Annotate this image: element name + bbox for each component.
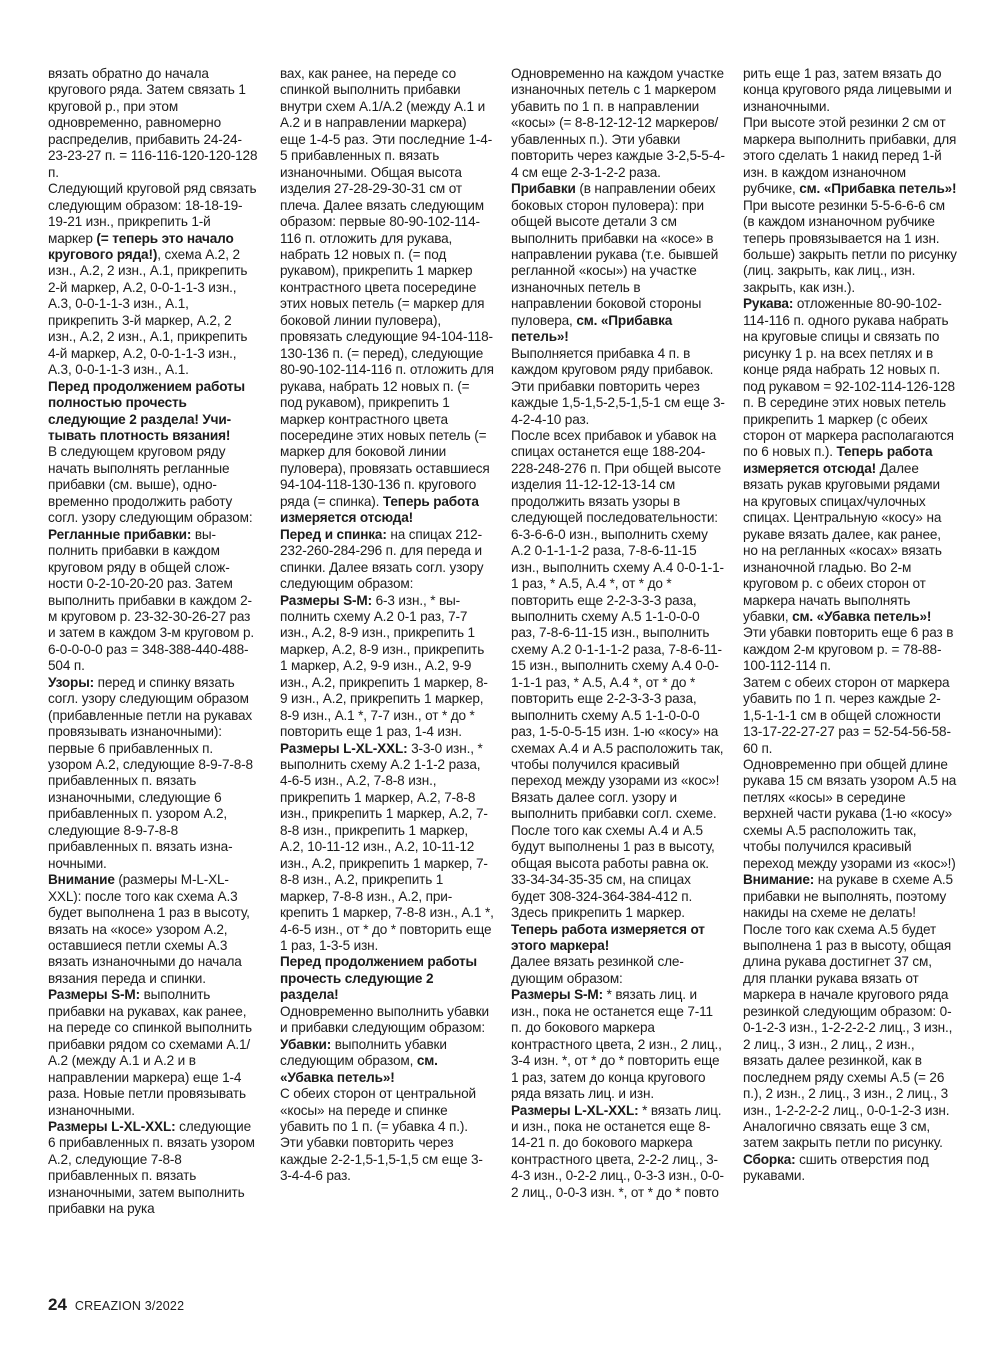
body-text: рить еще 1 раз, затем вязать до конца кругового ряда лицевыми и изнаночными. xyxy=(743,66,956,114)
body-text: Одновременно на каждом участке изнаночных петель с 1 маркером убавить по 1 п. в направлении «косы» (= 8-8-12-12-12 маркеров/убавленных п.). Эти убавки повторить через каждые 3-2,5-5-4-4 см еще 2-3-1-2-2 раза. xyxy=(511,66,728,180)
body-text: Одновременно выполнить убавки и прибавки следующим образом: xyxy=(280,1003,493,1036)
bold-text: Теперь работа измеряется от этого маркера! xyxy=(511,921,705,954)
body-text: Далее вязать рукав круговыми рядами на круговых спицах/чулочных спицах. Центральную «косу» на рукаве вязать далее, как ранее, но на регланных «косах» вязать изнаночной гладью. Во 2-м круговом р. с обеих сторон от маркера начать выполнять убавки, xyxy=(743,460,946,624)
paragraph xyxy=(511,954,725,987)
page-footer xyxy=(48,1295,184,1315)
body-text: При высоте этой резинки 2 см от маркера выполнить прибавки, для этого сделать 1 накид перед 1-й изн. в каждом изнаночном рубчике, xyxy=(743,115,960,197)
body-text: С обеих сторон от центральной «косы» на переде и спинке убавить по 1 п. (= убавка 4 п.). Эти убавки повторить через каждые 2-2-1,5-1,5-1,5 см еще 3-3-4-4-6 раз. xyxy=(280,1086,483,1184)
bold-text: Теперь работа измеряется отсюда! xyxy=(280,493,479,526)
bold-text: Прибавки xyxy=(511,181,576,197)
body-text: * вязать лиц. и изн., пока не останется еще 7-11 п. до бокового маркера контрастного цвета, 2 изн., 2 лиц., 3-4 изн. *, от * до * повторить еще 1 раз, затем до конца кругового ряда вязать лиц. и изн. xyxy=(511,987,726,1102)
paragraph xyxy=(511,66,728,181)
paragraph xyxy=(280,954,494,1003)
body-text: 3-3-0 изн., * выполнить схему А.2 1-1-2 раза, 4-6-5 изн., А.2, 7-8-8 изн., прикрепить 1 маркер, А.2, 7-8-8 изн., прикрепить 1 маркер, А.2, 7-8-8 изн., прикрепить 1 маркер, А.2, 10-11-12 изн., А.2, 10-11-12 изн., А.2, прикрепить 1 маркер, 7-8-8 изн., А.2, прикрепить 1 маркер, 7-8-8 изн., А.2, прикрепить 1 маркер, 7-8-8 изн., А.1 *, 4-6-5 изн., от * до * повторить еще 1 раз, 1-3-5 изн. xyxy=(280,740,498,954)
paragraph xyxy=(48,675,258,872)
bold-text: (= теперь это начало кругового ряда!) xyxy=(48,230,234,262)
body-text: Затем с обеих сторон от маркера убавить по 1 п. через каждые 2-1,5-1-1-1 см в общей сложности 13-17-22-27-27 раз = 52-54-56-58-60 п. xyxy=(743,674,954,756)
paragraph xyxy=(48,181,261,378)
paragraph xyxy=(743,296,957,625)
body-text: Одновременно при общей длине рукава 15 см вязать узором А.5 на петлях «косы» в середине верхней части рукава (1-ю «косу» схемы А.5 расположить так, чтобы получился красивый переход между узорами из «кос»!) xyxy=(743,757,960,871)
body-text: выполнить прибавки на рукавах, как ранее, на переде со спинкой выполнить прибавки рядом со схемами А.1/А.2 (между А.1 и А.2 и в направлении маркера) еще 1-4 раза. Новые петли провязывать изнаночными. xyxy=(48,987,256,1118)
body-text: сшить отверстия под рукавами. xyxy=(743,1151,933,1184)
body-text: (в направлении обеих боковых сторон пуловера): при общей высоте детали 3 см выполнить прибавки на «косе» в направлении рукава (т.е. бывшей регланной «косы») на участке изнаночных петель в направлении боковой стороны пуловера, xyxy=(511,181,722,328)
paragraph xyxy=(48,1119,258,1218)
paragraph xyxy=(743,115,961,296)
body-text: на спицах 212-232-260-284-296 п. для переда и спинки. Далее вязать согл. узору следующим образом: xyxy=(280,526,488,592)
bold-text: см. «Прибавка петель»! xyxy=(799,181,957,197)
paragraph xyxy=(48,379,258,445)
paragraph xyxy=(280,1086,494,1185)
bold-text: Внимание: xyxy=(743,872,815,888)
paragraph xyxy=(280,527,494,593)
paragraph xyxy=(743,675,957,757)
paragraph xyxy=(743,66,957,115)
body-text: Следующий круговой ряд связать следующим образом: 18-18-19-19-21 изн., прикрепить 1-й маркер xyxy=(48,181,261,246)
body-text: Эти убавки повторить еще 6 раз в каждом 2-м круговом р. = 78-88-100-112-114 п. xyxy=(743,625,957,674)
text-column-3 xyxy=(511,66,728,1306)
bold-text: Перед продолжением работы полностью прочесть следующие 2 раздела! Учитывать плотность вязания! xyxy=(48,378,246,443)
body-text: вах, как ранее, на переде со спинкой выполнить прибавки внутри схем А.1/А.2 (между А.1 и А.2 и в направлении маркера) еще 1-4-5 раз. Эти последние 1-4-5 прибавленных п. вязать изнаночными. Общая высота изделия 27-28-29-30-31 см от плеча. Далее вязать следующим образом: первые 80-90-102-114-116 п. отложить для рукава, набрать 12 новых п. (= под рукавом), прикрепить 1 маркер контрастного цвета посередине этих новых петель (= маркер для боковой линии пуловера), провязать следующие 94-104-118-130-136 п. (= перед), следующие 80-90-102-114-116 п. отложить для рукава, набрать 12 новых п. (= под рукавом), прикрепить 1 маркер контрастного цвета посередине этих новых петель (= маркер для боковой линии пуловера), провязать оставшиеся 94-104-118-130-136 п. кругового ряда (= спинка). xyxy=(280,66,498,509)
body-text: При высоте резинки 5-5-6-6-6 см (в каждом изнаночном рубчике теперь провязывается на 1 изн. больше) закрыть петли по рисунку (лиц. закрыть, как лиц., изн. закрыть, как изн.). xyxy=(743,181,961,295)
body-text: Выполняется прибавка 4 п. в каждом круговом ряду прибавок. Эти прибавки повторить через каждые 1,5-1,5-2,5-1,5-1 см еще 3-4-2-4-10 раз. xyxy=(511,345,725,427)
bold-text: Размеры L-XL-XXL: xyxy=(280,740,408,756)
paragraph xyxy=(511,181,725,346)
bold-text: Убавки: xyxy=(280,1036,332,1052)
bold-text: Узоры: xyxy=(48,674,95,690)
body-text: 6-3 изн., * выполнить схему А.2 0-1 раз, 7-7 изн., А.2, 8-9 изн., прикрепить 1 маркер, А.2, 8-9 изн., прикрепить 1 маркер, А.2, 9-9 изн., А.2, 9-9 изн., А.2, прикрепить 1 маркер, 8-9 изн., А.2, прикрепить 1 маркер, 8-9 изн., А.1 *, 7-7 изн., от * до * повторить еще 1 раз, 1-4 изн. xyxy=(280,592,488,740)
paragraph xyxy=(743,625,957,674)
paragraph xyxy=(280,593,494,741)
body-text: В следующем круговом ряду начать выполнять регланные прибавки (см. выше), одновременно продолжить работу согл. узору следующим образом: xyxy=(48,444,253,526)
body-text: Далее вязать резинкой следующим образом: xyxy=(511,954,684,986)
body-text: * вязать лиц. и изн., пока не останется еще 8-14-21 п. до бокового маркера контрастного цвета, 2-2-2 лиц., 3-4-3 изн., 0-2-2 лиц., 0-3-3 изн., 0-0-2 лиц., 0-0-3 изн. *, от * до * повто xyxy=(511,1102,725,1200)
paragraph xyxy=(280,66,498,527)
body-text: отложенные 80-90-102-114-116 п. одного рукава набрать на круговые спицы и связать по рисунку 1 р. на всех петлях и в конце ряда набрать 12 новых п. под рукавом = 92-102-114-126-128 п. В середине этих новых петель прикрепить 1 маркер (с обеих сторон от маркера располагаются по 6 новых п.). xyxy=(743,296,959,460)
paragraph xyxy=(280,740,498,955)
bold-text: см. «Прибавка петель»! xyxy=(511,312,673,345)
bold-text: см. «Убавка петель»! xyxy=(792,608,932,624)
paragraph xyxy=(280,1037,494,1086)
bold-text: Размеры L-XL-XXL: xyxy=(48,1119,176,1134)
body-text: После всех прибавок и убавок на спицах останется еще 188-204-228-248-276 п. При общей высоте изделия 11-12-12-13-14 см продолжить вязать узоры в следующей последовательности: 6-3-6-6-0 изн., выполнить схему А.2 0-1-1-1-2 раза, 7-8-6-11-15 изн., выполнить схему А.4 0-0-1-1-1 раз, * А.5, А.4 *, от * до * повторить еще 2-2-3-3-3 раза, выполнить схему А.5 1-1-0-0-0 раз, 7-8-6-11-15 изн., выполнить схему А.2 0-1-1-1-2 раза, 7-8-6-11-15 изн., выполнить схему А.4 0-0-1-1-1 раз, * А.5, А.4 *, от * до * повторить еще 2-2-3-3-3 раза, выполнить схему А.5 1-1-0-0-0 раз, 1-5-0-5-15 изн. 1-ю «косу» на схемах А.4 и А.5 расположить так, чтобы получился красивый переход между узорами из «кос»! Вязать далее согл. узору и выполнить прибавки согл. схеме. xyxy=(511,427,728,822)
paragraph xyxy=(743,757,960,872)
page-number: 24 xyxy=(48,1295,67,1314)
body-text: на рукаве в схеме А.5 прибавки не выполнять, поэтому накиды на схеме не делать! После того как схема А.5 будет выполнена 1 раз в высоту, общая длина рукава достигнет 37 см, для планки рукава вязать от маркера в начале кругового ряда резинкой следующим образом: 0-0-1-2-3 изн., 1-2-2-2-2 лиц., 3 изн., 2 лиц., 3 изн., 2 лиц., 2 изн., вязать далее резинкой, как в последнем ряду схемы А.5 (= 26 п.), 2 изн., 2 лиц., 3 изн., 2 лиц., 3 изн., 1-2-2-2-2 лиц., 0-0-1-2-3 изн. Аналогично связать еще 3 см, затем закрыть петли по рисунку. xyxy=(743,872,957,1151)
bold-text: Перед и спинка: xyxy=(280,526,387,542)
paragraph xyxy=(743,1152,957,1185)
bold-text: Сборка: xyxy=(743,1151,796,1167)
bold-text: см. «Убавка петель»! xyxy=(280,1053,438,1085)
bold-text: Рукава: xyxy=(743,296,794,312)
paragraph xyxy=(48,987,258,1119)
paragraph xyxy=(48,527,258,675)
body-text: следующие 6 прибавленных п. вязать узором А.2, следующие 7-8-8 прибавленных п. вязать изнаночными, затем выполнить прибавки на рука xyxy=(48,1119,259,1217)
paragraph xyxy=(511,823,725,955)
text-column-2 xyxy=(280,66,498,1306)
paragraph xyxy=(511,987,725,1102)
bold-text: Теперь работа измеряется отсюда! xyxy=(743,444,933,476)
bold-text: Размеры S-M: xyxy=(48,987,140,1003)
magazine-issue: CREAZION 3/2022 xyxy=(74,1299,185,1313)
paragraph xyxy=(511,346,725,428)
body-text: , схема А.2, 2 изн., А.2, 2 изн., А.1, прикрепить 2-й маркер, А.2, 0-0-1-1-3 изн., А.3, 0-0-1-1-3 изн., А.1, прикрепить 3-й маркер, А.2, 2 изн., А.2, 2 изн., А.1, прикрепить 4-й маркер, А.2, 0-0-1-1-3 изн., А.3, 0-0-1-1-3 изн., А.1. xyxy=(48,246,251,378)
bold-text: Регланные прибавки: xyxy=(48,526,192,542)
body-text: вязать обратно до начала кругового ряда. Затем связать 1 круговой р., при этом одновременно, равномерно распределив, прибавить 24-24-23-23-27 п. = 116-116-120-120-128 п. xyxy=(48,66,262,180)
paragraph xyxy=(48,66,262,181)
body-text: (размеры M-L-XL-XXL): после того как схема А.3 будет выполнена 1 раз в высоту, вязать на «косе» узором А.2, оставшиеся петли схемы А.3 вязать изнаночными до начала вязания переда и спинки. xyxy=(48,872,254,986)
bold-text: Размеры L-XL-XXL: xyxy=(511,1102,639,1118)
body-text: перед и спинку вязать согл. узору следующим образом (прибавленные петли на рукавах провязывать изнаночными): первые 6 прибавленных п. узором А.2, следующие 8-9-7-8-8 прибавленных п. вязать изнаночными, следующие 6 прибавленных п. узором А.2, следующие 8-9-7-8-8 прибавленных п. вязать изнаночными. xyxy=(48,674,257,871)
body-text: выполнить прибавки в каждом круговом ряду в общей сложности 0-2-10-20-20 раз. Затем выполнить прибавки в каждом 2-м круговом р. 23-32-30-26-27 раз и затем в каждом 3-м круговом р. 6-0-0-0-0 раз = 348-388-440-488-504 п. xyxy=(48,526,258,674)
body-text: После того как схемы А.4 и А.5 будут выполнены 1 раз в высоту, общая высота работы равна ок. 33-34-34-35-35 см, на спицах будет 308-324-364-384-412 п. Здесь прикрепить 1 маркер. xyxy=(511,822,719,921)
bold-text: Размеры S-M: xyxy=(280,592,372,608)
paragraph xyxy=(48,444,258,526)
bold-text: Внимание xyxy=(48,872,115,888)
text-column-1 xyxy=(48,66,262,1306)
paragraph xyxy=(511,1103,725,1202)
text-column-4 xyxy=(743,66,961,1306)
bold-text: Размеры S-M: xyxy=(511,987,603,1003)
paragraph xyxy=(511,427,728,823)
paragraph xyxy=(48,872,258,987)
bold-text: Перед продолжением работы прочесть следующие 2 раздела! xyxy=(280,954,478,1003)
paragraph xyxy=(280,1004,494,1037)
paragraph xyxy=(743,872,957,1152)
body-text: выполнить убавки следующим образом, xyxy=(280,1036,451,1069)
